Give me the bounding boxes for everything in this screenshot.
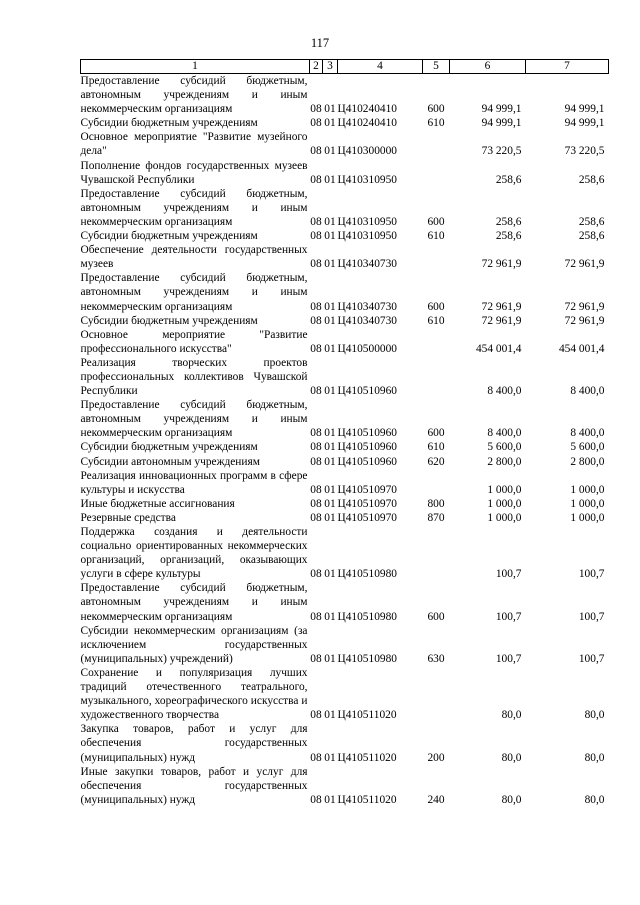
- row-name: Предоставление субсидий бюджетным, автономным учреждениям и иным некоммерческим организациям: [80, 75, 308, 116]
- section-code: 08: [310, 610, 322, 623]
- target-article-code: Ц410510960: [337, 455, 397, 468]
- amount-col7: 72 961,9: [564, 314, 605, 327]
- amount-col6: 100,7: [495, 610, 522, 623]
- row-name: Субсидии бюджетным учреждениям: [80, 441, 258, 454]
- table-row: [81, 497, 609, 511]
- amount-col6: 94 999,1: [481, 103, 522, 116]
- row-name: Основное мероприятие "Развитие профессионального искусства": [80, 328, 308, 355]
- row-name: Иные закупки товаров, работ и услуг для обеспечения государственных (муниципальных) нужд: [80, 765, 308, 806]
- section-code: 08: [310, 427, 322, 440]
- section-code: 08: [310, 145, 322, 158]
- subsection-code: 01: [324, 314, 336, 327]
- expense-type-code: 630: [427, 652, 445, 665]
- row-name: Поддержка создания и деятельности социально ориентированных некоммерческих организаций, организаций, оказывающих услуги в сфере культуры: [80, 526, 308, 581]
- row-name: Субсидии бюджетным учреждениям: [80, 230, 258, 243]
- amount-col7: 94 999,1: [564, 117, 605, 130]
- row-name: Резервные средства: [80, 511, 176, 524]
- section-code: 08: [310, 215, 322, 228]
- amount-col7: 258,6: [578, 230, 605, 243]
- section-code: 08: [310, 652, 322, 665]
- table-row: [81, 455, 609, 469]
- row-name: Субсидии автономным учреждениям: [80, 455, 260, 468]
- expense-type-code: 600: [427, 427, 445, 440]
- amount-col7: 1 000,0: [570, 483, 605, 496]
- section-code: 08: [310, 483, 322, 496]
- table-row: [81, 243, 609, 271]
- row-name: Субсидии некоммерческим организациям (за исключением государственных (муниципальных) учреждений): [80, 624, 308, 665]
- section-code: 08: [310, 300, 322, 313]
- table-row: [81, 116, 609, 130]
- subsection-code: 01: [324, 793, 336, 806]
- amount-col6: 258,6: [495, 173, 522, 186]
- amount-col6: 258,6: [495, 215, 522, 228]
- subsection-code: 01: [324, 385, 336, 398]
- section-code: 08: [310, 793, 322, 806]
- amount-col6: 1 000,0: [487, 497, 522, 510]
- amount-col6: 73 220,5: [481, 145, 522, 158]
- table-row: [81, 525, 609, 581]
- page-number: 117: [310, 36, 330, 50]
- subsection-code: 01: [324, 455, 336, 468]
- amount-col7: 100,7: [578, 652, 605, 665]
- expense-type-code: 600: [427, 610, 445, 623]
- amount-col7: 72 961,9: [564, 300, 605, 313]
- table-row: [81, 469, 609, 497]
- table-row: [81, 356, 609, 398]
- target-article-code: Ц410510970: [337, 483, 397, 496]
- subsection-code: 01: [324, 215, 336, 228]
- expense-type-code: [423, 159, 450, 187]
- subsection-code: 01: [324, 230, 336, 243]
- target-article-code: Ц410310950: [337, 173, 397, 186]
- row-name: Предоставление субсидий бюджетным, автономным учреждениям и иным некоммерческим организациям: [80, 582, 308, 623]
- target-article-code: Ц410510970: [337, 511, 397, 524]
- amount-col7: 8 400,0: [570, 427, 605, 440]
- amount-col6: 1 000,0: [487, 483, 522, 496]
- table-row: [81, 74, 609, 117]
- target-article-code: Ц410510980: [337, 610, 397, 623]
- section-code: 08: [310, 258, 322, 271]
- table-row: [81, 624, 609, 666]
- amount-col6: 454 001,4: [475, 342, 522, 355]
- column-header: 3: [323, 60, 338, 74]
- section-code: 08: [310, 314, 322, 327]
- expense-type-code: [423, 525, 450, 581]
- amount-col7: 80,0: [584, 709, 605, 722]
- target-article-code: Ц410310950: [337, 230, 397, 243]
- amount-col7: 94 999,1: [564, 103, 605, 116]
- expense-type-code: 600: [427, 103, 445, 116]
- table-row: [81, 666, 609, 722]
- amount-col7: 1 000,0: [570, 511, 605, 524]
- target-article-code: Ц410340730: [337, 314, 397, 327]
- row-name: Иные бюджетные ассигнования: [80, 497, 235, 510]
- expense-type-code: [423, 356, 450, 398]
- column-header: 6: [450, 60, 526, 74]
- subsection-code: 01: [324, 300, 336, 313]
- table-row: [81, 314, 609, 328]
- amount-col7: 2 800,0: [570, 455, 605, 468]
- row-name: Предоставление субсидий бюджетным, автономным учреждениям и иным некоммерческим организациям: [80, 187, 308, 228]
- row-name: Обеспечение деятельности государственных музеев: [80, 244, 308, 271]
- amount-col7: 258,6: [578, 215, 605, 228]
- row-name: Реализация инновационных программ в сфере культуры и искусства: [80, 469, 308, 496]
- amount-col6: 8 400,0: [487, 427, 522, 440]
- subsection-code: 01: [324, 103, 336, 116]
- table-row: [81, 398, 609, 440]
- amount-col6: 8 400,0: [487, 385, 522, 398]
- section-code: 08: [310, 342, 322, 355]
- section-code: 08: [310, 497, 322, 510]
- target-article-code: Ц410510980: [337, 568, 397, 581]
- subsection-code: 01: [324, 145, 336, 158]
- budget-table: [80, 59, 609, 807]
- amount-col6: 72 961,9: [481, 258, 522, 271]
- target-article-code: Ц410310950: [337, 215, 397, 228]
- section-code: 08: [310, 511, 322, 524]
- table-row: [81, 187, 609, 229]
- table-row: [81, 722, 609, 764]
- target-article-code: Ц410510980: [337, 652, 397, 665]
- expense-type-code: [423, 469, 450, 497]
- section-code: 08: [310, 230, 322, 243]
- target-article-code: Ц410500000: [337, 342, 397, 355]
- target-article-code: Ц410510960: [337, 385, 397, 398]
- amount-col7: 80,0: [584, 793, 605, 806]
- amount-col7: 100,7: [578, 610, 605, 623]
- amount-col6: 80,0: [501, 709, 522, 722]
- row-name: Пополнение фондов государственных музеев Чувашской Республики: [80, 159, 308, 186]
- target-article-code: Ц410340730: [337, 300, 397, 313]
- subsection-code: 01: [324, 610, 336, 623]
- amount-col7: 100,7: [578, 568, 605, 581]
- section-code: 08: [310, 103, 322, 116]
- column-header: 7: [526, 60, 609, 74]
- section-code: 08: [310, 568, 322, 581]
- amount-col7: 1 000,0: [570, 497, 605, 510]
- row-name: Сохранение и популяризация лучших традиций отечественного театрального, музыкального, хореографического искусства и художественного творчества: [80, 666, 308, 722]
- subsection-code: 01: [324, 709, 336, 722]
- expense-type-code: [423, 130, 450, 158]
- expense-type-code: 600: [427, 300, 445, 313]
- subsection-code: 01: [324, 497, 336, 510]
- expense-type-code: [423, 243, 450, 271]
- expense-type-code: 200: [427, 751, 445, 764]
- table-row: [81, 581, 609, 623]
- section-code: 08: [310, 455, 322, 468]
- expense-type-code: 800: [427, 497, 445, 510]
- section-code: 08: [310, 709, 322, 722]
- amount-col7: 454 001,4: [558, 342, 605, 355]
- subsection-code: 01: [324, 173, 336, 186]
- row-name: Закупка товаров, работ и услуг для обеспечения государственных (муниципальных) нужд: [80, 723, 308, 764]
- target-article-code: Ц410510960: [337, 427, 397, 440]
- amount-col7: 258,6: [578, 173, 605, 186]
- target-article-code: Ц410510970: [337, 497, 397, 510]
- target-article-code: Ц410511020: [337, 751, 397, 764]
- target-article-code: Ц410511020: [337, 709, 397, 722]
- amount-col7: 5 600,0: [570, 441, 605, 454]
- subsection-code: 01: [324, 117, 336, 130]
- target-article-code: Ц410240410: [337, 117, 397, 130]
- column-header: 4: [338, 60, 423, 74]
- amount-col7: 80,0: [584, 751, 605, 764]
- amount-col6: 80,0: [501, 793, 522, 806]
- expense-type-code: 600: [427, 215, 445, 228]
- amount-col6: 72 961,9: [481, 314, 522, 327]
- row-name: Субсидии бюджетным учреждениям: [80, 117, 258, 130]
- row-name: Предоставление субсидий бюджетным, автономным учреждениям и иным некоммерческим организациям: [80, 272, 308, 313]
- table-row: [81, 440, 609, 454]
- table-row: [81, 765, 609, 807]
- column-header: 2: [310, 60, 323, 74]
- expense-type-code: 610: [427, 441, 445, 454]
- column-header: 1: [81, 60, 310, 74]
- table-row: [81, 511, 609, 525]
- amount-col6: 80,0: [501, 751, 522, 764]
- target-article-code: Ц410300000: [337, 145, 397, 158]
- table-row: [81, 328, 609, 356]
- amount-col6: 100,7: [495, 652, 522, 665]
- expense-type-code: 620: [427, 455, 445, 468]
- section-code: 08: [310, 173, 322, 186]
- column-header: 5: [423, 60, 450, 74]
- subsection-code: 01: [324, 342, 336, 355]
- subsection-code: 01: [324, 568, 336, 581]
- row-name: Субсидии бюджетным учреждениям: [80, 314, 258, 327]
- table-row: [81, 130, 609, 158]
- target-article-code: Ц410511020: [337, 793, 397, 806]
- amount-col6: 1 000,0: [487, 511, 522, 524]
- amount-col6: 5 600,0: [487, 441, 522, 454]
- subsection-code: 01: [324, 652, 336, 665]
- section-code: 08: [310, 441, 322, 454]
- expense-type-code: 240: [427, 793, 445, 806]
- subsection-code: 01: [324, 258, 336, 271]
- table-row: [81, 271, 609, 313]
- expense-type-code: [423, 328, 450, 356]
- expense-type-code: 610: [427, 314, 445, 327]
- target-article-code: Ц410510960: [337, 441, 397, 454]
- row-name: Реализация творческих проектов профессиональных коллективов Чувашской Республики: [80, 356, 308, 398]
- target-article-code: Ц410240410: [337, 103, 397, 116]
- expense-type-code: 610: [427, 117, 445, 130]
- section-code: 08: [310, 117, 322, 130]
- amount-col7: 72 961,9: [564, 258, 605, 271]
- subsection-code: 01: [324, 441, 336, 454]
- section-code: 08: [310, 751, 322, 764]
- amount-col6: 94 999,1: [481, 117, 522, 130]
- subsection-code: 01: [324, 427, 336, 440]
- table-header-row: [81, 60, 609, 74]
- subsection-code: 01: [324, 751, 336, 764]
- table-row: [81, 229, 609, 243]
- table-body: [81, 74, 609, 807]
- subsection-code: 01: [324, 483, 336, 496]
- section-code: 08: [310, 385, 322, 398]
- amount-col6: 72 961,9: [481, 300, 522, 313]
- amount-col7: 8 400,0: [570, 385, 605, 398]
- amount-col6: 258,6: [495, 230, 522, 243]
- amount-col7: 73 220,5: [564, 145, 605, 158]
- expense-type-code: 610: [427, 230, 445, 243]
- table-row: [81, 159, 609, 187]
- amount-col6: 100,7: [495, 568, 522, 581]
- row-name: Основное мероприятие "Развитие музейного дела": [80, 131, 308, 158]
- expense-type-code: [423, 666, 450, 722]
- target-article-code: Ц410340730: [337, 258, 397, 271]
- subsection-code: 01: [324, 511, 336, 524]
- expense-type-code: 870: [427, 511, 445, 524]
- row-name: Предоставление субсидий бюджетным, автономным учреждениям и иным некоммерческим организациям: [80, 399, 308, 440]
- amount-col6: 2 800,0: [487, 455, 522, 468]
